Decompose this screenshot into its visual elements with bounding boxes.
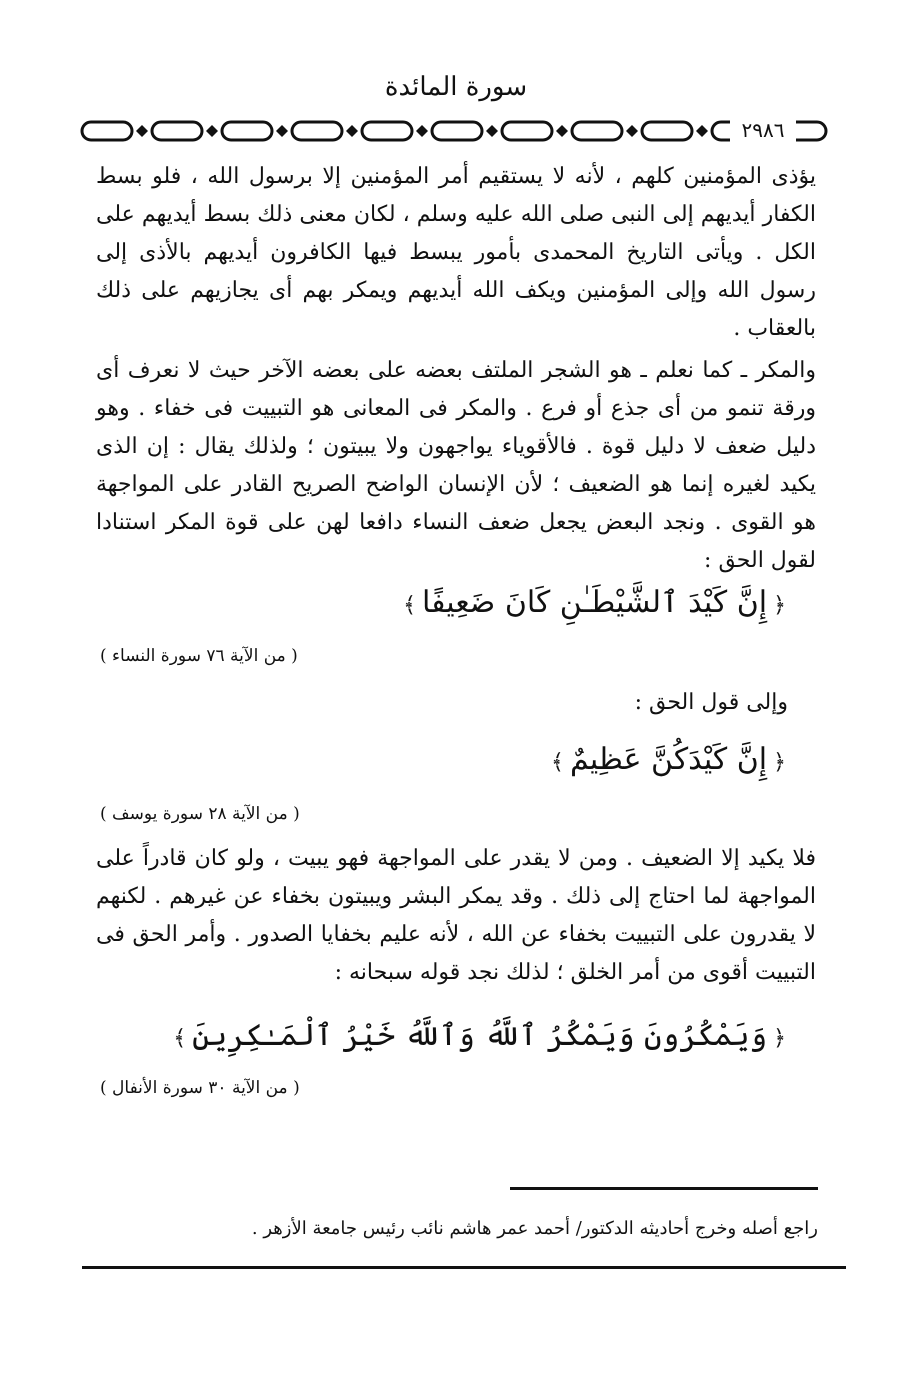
- footnote: راجع أصله وخرج أحاديثه الدكتور/ أحمد عمر هاشم نائب رئيس جامعة الأزهر .: [251, 1218, 818, 1239]
- verse-reference: ( من الآية ٧٦ سورة النساء ): [100, 646, 298, 666]
- verse-close-mark: ﴾: [173, 1026, 187, 1051]
- paragraph-text: فلا يكيد إلا الضعيف . ومن لا يقدر على المواجهة فهو يبيت ، ولو كان قادراً على المواجهة لما احتاج إلى ذلك . وقد يمكر البشر ويبيتون بخفاء عن غيرهم . لكنهم لا يقدرون على التبييت بخفاء عن الله ، لأنه عليم بخفايا الصدور . وأمر الحق فى التبييت أقوى من أمر الخلق ؛ لذلك نجد قوله سبحانه :: [96, 846, 816, 985]
- verse-reference: ( من الآية ٢٨ سورة يوسف ): [100, 804, 300, 824]
- verse-2: [545, 742, 792, 777]
- verse-open-mark: ﴿: [773, 1026, 786, 1051]
- verse-text: إِنَّ كَيْدَ ٱلشَّيْطَـٰنِ كَانَ ضَعِيفًا: [421, 585, 768, 620]
- verse-text: إِنَّ كَيْدَكُنَّ عَظِيمٌ: [569, 742, 768, 777]
- verse-text: وَيَمْكُرُونَ وَيَمْكُرُ ٱللَّهُ وَٱللَّهُ خَيْرُ ٱلْمَـٰكِرِينَ: [192, 1018, 768, 1053]
- paragraph-text: والمكر ـ كما نعلم ـ هو الشجر الملتف بعضه على بعضه الآخر حيث لا نعرف أى ورقة تنمو من أى جذع أو فرع . والمكر فى المعانى هو التبييت فى خفاء . وهو دليل ضعف لا دليل قوة . فالأقوياء يواجهون ولا يبيتون ؛ ولذلك يقال : إن الذى يكيد لغيره إنما هو الضعيف ؛ لأن الإنسان الواضح الصريح القادر على المواجهة هو القوى . ونجد البعض يجعل ضعف النساء دافعا لهن على قوة المكر استنادا لقول الحق :: [96, 358, 816, 573]
- paragraph-1: [96, 158, 816, 348]
- intro-second-verse: وإلى قول الحق :: [634, 690, 788, 715]
- verse-1: [397, 585, 792, 620]
- verse-open-mark: ﴿: [773, 750, 786, 775]
- verse-open-mark: ﴿: [773, 593, 786, 618]
- verse-close-mark: ﴾: [551, 750, 564, 775]
- page-number: ٢٩٨٦: [730, 117, 796, 143]
- paragraph-2: [96, 352, 816, 580]
- surah-title: سورة المائدة: [384, 72, 528, 102]
- bottom-rule: [82, 1266, 846, 1269]
- paragraph-3: [96, 840, 816, 992]
- verse-close-mark: ﴾: [403, 593, 416, 618]
- header-ornament-border: [78, 116, 830, 146]
- verse-3: [167, 1018, 792, 1053]
- paragraph-text: يؤذى المؤمنين كلهم ، لأنه لا يستقيم أمر المؤمنين إلا برسول الله ، فلو بسط الكفار أيديهم إلى النبى صلى الله عليه وسلم ، لكان معنى ذلك بسط أيديهم على الكل . ويأتى التاريخ المحمدى بأمور يبسط فيها الكافرون أيديهم بالأذى إلى رسول الله وإلى المؤمنين ويكف الله أيديهم ويمكر بهم أى يجازيهم على ذلك بالعقاب .: [96, 164, 816, 341]
- footnote-divider: [510, 1187, 818, 1190]
- verse-reference: ( من الآية ٣٠ سورة الأنفال ): [100, 1078, 300, 1098]
